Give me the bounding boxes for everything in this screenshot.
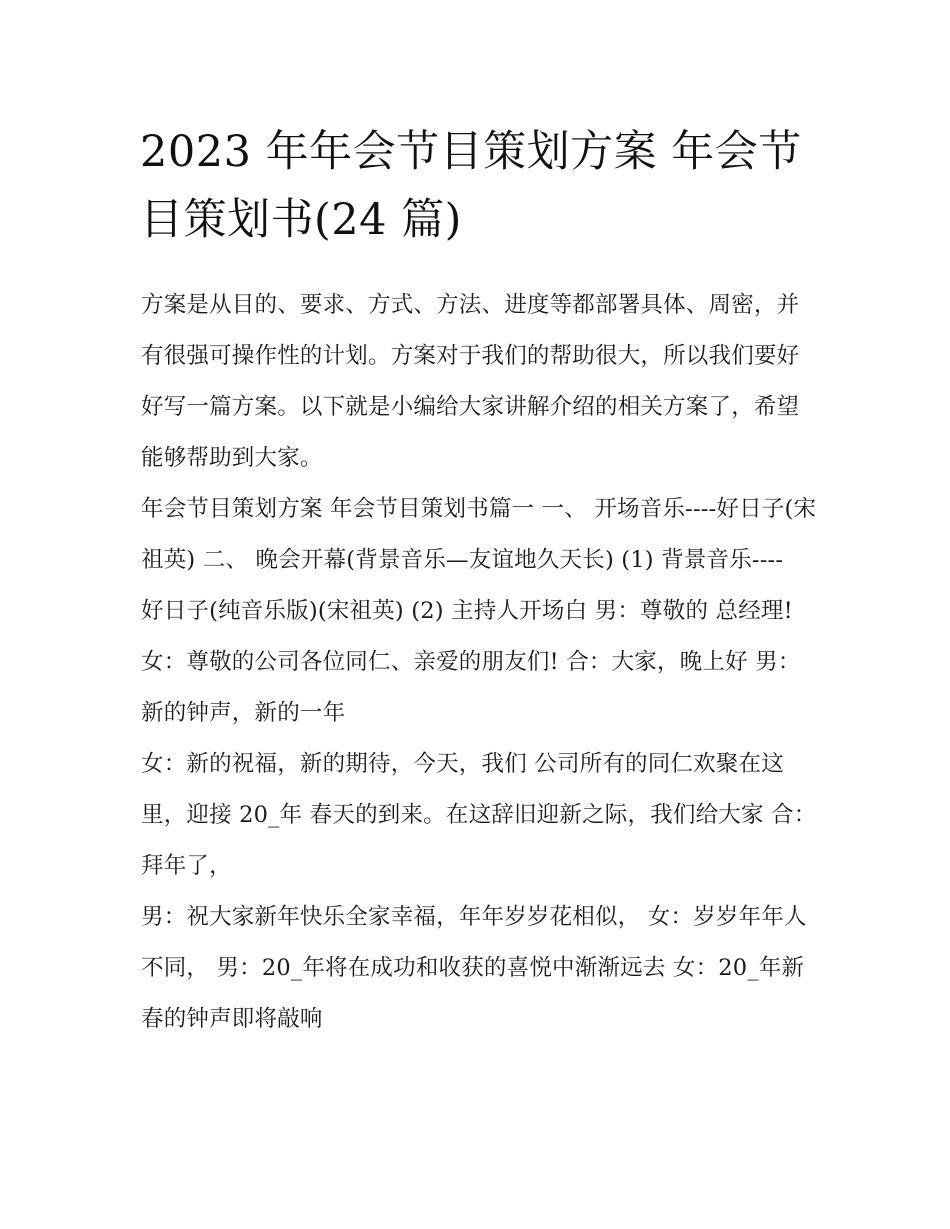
program-paragraph-1: 年会节目策划方案 年会节目策划书篇一 一、 开场音乐----好日子(宋祖英) 二、 晚会开幕(背景音乐—友谊地久天长) (1) 背景音乐---- (141, 496, 817, 573)
document-body (141, 280, 821, 1045)
program-paragraph-3: 女：新的祝福，新的期待，今天，我们 公司所有的同仁欢聚在这里，迎接 20_年 春天的到来。在这辞旧迎新之际，我们给大家 合：拜年了， (141, 751, 817, 879)
document-title: 2023 年年会节目策划方案 年会节目策划书(24 篇) (140, 127, 802, 245)
program-paragraph-4: 男：祝大家新年快乐全家幸福，年年岁岁花相似， 女：岁岁年年人不同， 男：20_年将在成功和收获的喜悦中渐渐远去 女：20_年新春的钟声即将敲响 (141, 904, 807, 1032)
intro-paragraph: 方案是从目的、要求、方式、方法、进度等都部署具体、周密，并有很强可操作性的计划。方案对于我们的帮助很大，所以我们要好好写一篇方案。以下就是小编给大家讲解介绍的相关方案了，希望能够帮助到大家。 (141, 292, 800, 471)
program-paragraph-2: 好日子(纯音乐版)(宋祖英) (2) 主持人开场白 男：尊敬的 总经理! 女：尊敬的公司各位同仁、亲爱的朋友们! 合：大家，晚上好 男：新的钟声，新的一年 (141, 598, 801, 726)
